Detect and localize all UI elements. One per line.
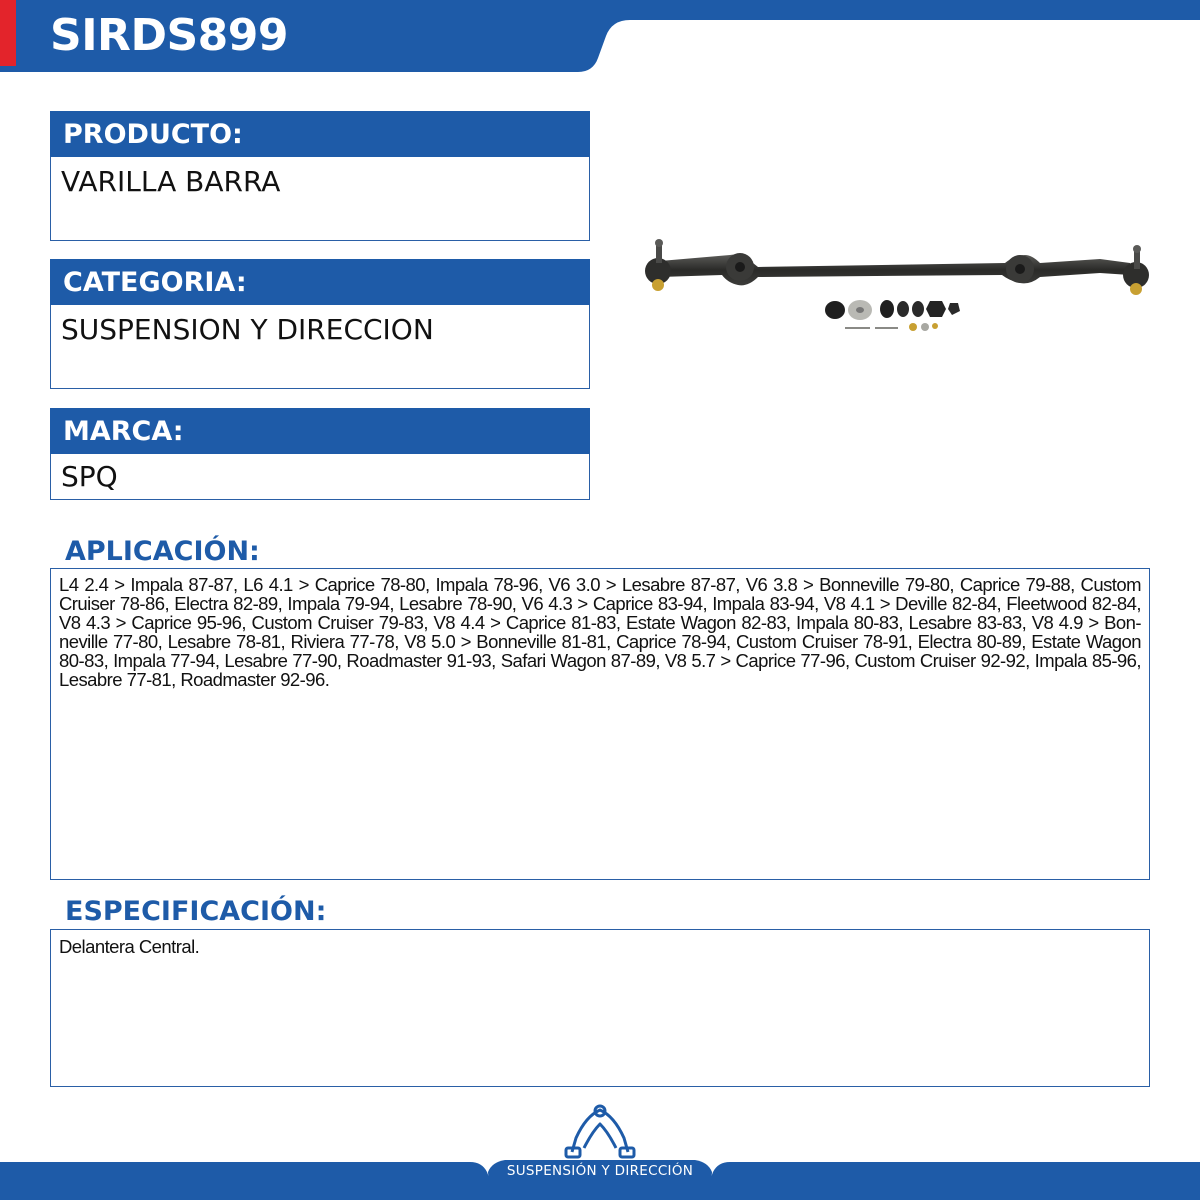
field-categoria-label: CATEGORIA: [50,259,590,305]
field-marca-label: MARCA: [50,408,590,454]
product-image [630,225,1170,355]
control-arm-icon [562,1102,638,1160]
field-categoria-value: SUSPENSION Y DIRECCION [50,305,590,389]
especificacion-title: ESPECIFICACIÓN: [65,896,327,927]
field-producto-value: VARILLA BARRA [50,157,590,241]
especificacion-box: Delantera Central. [50,929,1150,1087]
accent-stripe [0,0,16,66]
aplicacion-box: L4 2.4 > Impala 87-87, L6 4.1 > Caprice 78-80, Impala 78-96, V6 3.0 > Lesabre 87-87, V6 3.8 > Bonneville 79-80, Caprice 79-88, Custom Cruiser 78-86, Electra 82-89, Impala 79-94, Lesabre 78-90, V6 4.3 > Caprice 83-94, Impala 83-94, V8 4.1 > Deville 82-84, Fleetwood 82-84, V8 4.3 > Caprice 95-96, Custom Cruiser 79-83, V8 4.4 > Caprice 81-83, Estate Wagon 82-83, Impala 80-83, Lesabre 83-83, V8 4.9 > Bon-neville 77-80, Lesabre 78-81, Riviera 77-78, V8 5.0 > Bonneville 81-81, Caprice 78-94, Custom Cruiser 78-91, Electra 80-89, Estate Wagon 80-83, Impala 77-94, Lesabre 77-90, Roadmaster 91-93, Safari Wagon 87-89, V8 5.7 > Caprice 77-96, Custom Cruiser 92-92, Impala 85-96, Lesabre 77-81, Roadmaster 92-96. [50,568,1150,880]
field-marca [50,408,590,500]
field-producto-label: PRODUCTO: [50,111,590,157]
footer-category-label: SUSPENSIÓN Y DIRECCIÓN [506,1163,694,1179]
field-categoria [50,259,590,389]
product-sku: SIRDS899 [50,10,288,61]
aplicacion-title: APLICACIÓN: [65,536,260,567]
field-marca-value: SPQ [50,454,590,500]
field-producto [50,111,590,241]
